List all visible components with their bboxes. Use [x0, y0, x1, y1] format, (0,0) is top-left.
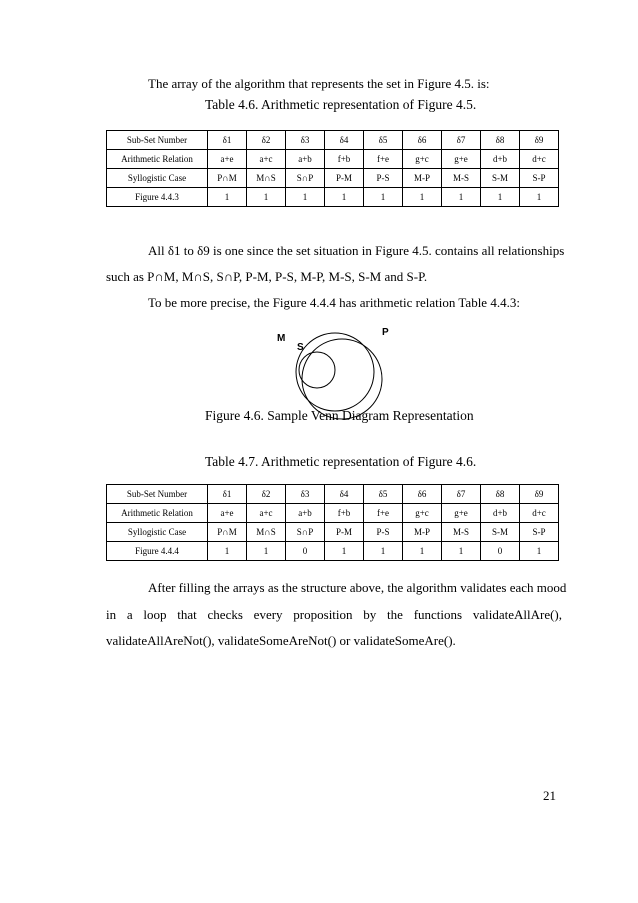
table-cell: 1 — [325, 188, 364, 207]
table-cell: S-M — [481, 169, 520, 188]
table-row — [107, 542, 559, 561]
para1-line2: such as P∩M, M∩S, S∩P, P-M, P-S, M-P, M-S, S-M and S-P. — [106, 269, 428, 284]
venn-circle-p — [302, 339, 382, 419]
table-cell: 1 — [364, 542, 403, 561]
table-cell: P-S — [364, 169, 403, 188]
row-header-cell: Arithmetic Relation — [107, 504, 208, 523]
table-row — [107, 169, 559, 188]
table-cell: 1 — [208, 188, 247, 207]
table-cell: δ1 — [208, 131, 247, 150]
table-cell: d+b — [481, 504, 520, 523]
table-cell: 1 — [208, 542, 247, 561]
table-cell: f+e — [364, 150, 403, 169]
table-cell: a+e — [208, 504, 247, 523]
para3-line3: validateAllAreNot(), validateSomeAreNot() or validateSomeAre(). — [106, 633, 456, 648]
table-cell: g+e — [442, 504, 481, 523]
table-cell: M-S — [442, 523, 481, 542]
table-cell: 1 — [520, 188, 559, 207]
table-cell: d+b — [481, 150, 520, 169]
table-cell: f+b — [325, 504, 364, 523]
table-cell: M∩S — [247, 523, 286, 542]
row-header-cell: Figure 4.4.4 — [107, 542, 208, 561]
table-row — [107, 504, 559, 523]
table-cell: δ8 — [481, 131, 520, 150]
table-4-6-body — [107, 131, 559, 207]
venn-circle-s — [299, 352, 335, 388]
table-cell: δ2 — [247, 485, 286, 504]
table-cell: δ6 — [403, 131, 442, 150]
row-header-cell: Figure 4.4.3 — [107, 188, 208, 207]
table-cell: S-P — [520, 523, 559, 542]
table-cell: 1 — [247, 542, 286, 561]
table-cell: δ8 — [481, 485, 520, 504]
table-cell: M∩S — [247, 169, 286, 188]
table-cell: M-S — [442, 169, 481, 188]
table-cell: a+b — [286, 504, 325, 523]
venn-label-p: P — [382, 327, 389, 338]
venn-label-s: S — [297, 342, 304, 353]
table-cell: P∩M — [208, 523, 247, 542]
table-cell: δ6 — [403, 485, 442, 504]
table-cell: 1 — [481, 188, 520, 207]
row-header-cell: Syllogistic Case — [107, 169, 208, 188]
table-cell: δ1 — [208, 485, 247, 504]
table-cell: g+c — [403, 150, 442, 169]
intro-text: The array of the algorithm that represents the set in Figure 4.5. is: — [148, 76, 490, 91]
table-cell: f+b — [325, 150, 364, 169]
table-cell: a+e — [208, 150, 247, 169]
table-cell: δ9 — [520, 485, 559, 504]
para3-line2: in a loop that checks every proposition by the functions validateAllAre(), — [106, 607, 562, 622]
table-row — [107, 150, 559, 169]
row-header-cell: Arithmetic Relation — [107, 150, 208, 169]
table1-caption: Table 4.6. Arithmetic representation of Figure 4.5. — [205, 97, 477, 112]
table-cell: 1 — [442, 542, 481, 561]
table-4-6 — [106, 130, 559, 207]
table-cell: P-M — [325, 169, 364, 188]
table-cell: a+c — [247, 150, 286, 169]
table-cell: S∩P — [286, 169, 325, 188]
table-cell: δ9 — [520, 131, 559, 150]
table-cell: δ4 — [325, 131, 364, 150]
page-number: 21 — [543, 788, 556, 803]
table-cell: δ7 — [442, 131, 481, 150]
table-cell: δ2 — [247, 131, 286, 150]
table-cell: 1 — [364, 188, 403, 207]
venn-diagram — [255, 322, 405, 422]
figure-caption: Figure 4.6. Sample Venn Diagram Representation — [205, 408, 474, 423]
table-cell: 0 — [481, 542, 520, 561]
table-4-7-body — [107, 485, 559, 561]
para2-text: To be more precise, the Figure 4.4.4 has arithmetic relation Table 4.4.3: — [148, 295, 520, 310]
table-cell: M-P — [403, 169, 442, 188]
table-cell: 1 — [286, 188, 325, 207]
table-row — [107, 131, 559, 150]
table-cell: d+c — [520, 150, 559, 169]
table-cell: g+c — [403, 504, 442, 523]
table-cell: P∩M — [208, 169, 247, 188]
table-cell: 1 — [403, 542, 442, 561]
para1-line1: All δ1 to δ9 is one since the set situation in Figure 4.5. contains all relationships — [148, 243, 565, 258]
para3-line1: After filling the arrays as the structure above, the algorithm validates each mood — [148, 580, 567, 595]
table-cell: a+b — [286, 150, 325, 169]
table-cell: δ3 — [286, 131, 325, 150]
table-cell: 1 — [442, 188, 481, 207]
table-cell: P-M — [325, 523, 364, 542]
table-cell: δ4 — [325, 485, 364, 504]
table-cell: S-P — [520, 169, 559, 188]
table-cell: δ7 — [442, 485, 481, 504]
table2-caption: Table 4.7. Arithmetic representation of Figure 4.6. — [205, 454, 477, 469]
table-cell: S-M — [481, 523, 520, 542]
table-row — [107, 523, 559, 542]
table-cell: δ5 — [364, 485, 403, 504]
table-cell: 1 — [247, 188, 286, 207]
table-cell: 0 — [286, 542, 325, 561]
table-cell: S∩P — [286, 523, 325, 542]
table-cell: P-S — [364, 523, 403, 542]
table-cell: δ3 — [286, 485, 325, 504]
table-cell: g+e — [442, 150, 481, 169]
table-cell: 1 — [520, 542, 559, 561]
row-header-cell: Syllogistic Case — [107, 523, 208, 542]
table-cell: δ5 — [364, 131, 403, 150]
table-row — [107, 485, 559, 504]
table-cell: d+c — [520, 504, 559, 523]
table-row — [107, 188, 559, 207]
venn-label-m: M — [277, 333, 286, 344]
row-header-cell: Sub-Set Number — [107, 131, 208, 150]
row-header-cell: Sub-Set Number — [107, 485, 208, 504]
table-cell: a+c — [247, 504, 286, 523]
table-cell: 1 — [325, 542, 364, 561]
table-cell: M-P — [403, 523, 442, 542]
table-cell: f+e — [364, 504, 403, 523]
table-cell: 1 — [403, 188, 442, 207]
table-4-7 — [106, 484, 559, 561]
